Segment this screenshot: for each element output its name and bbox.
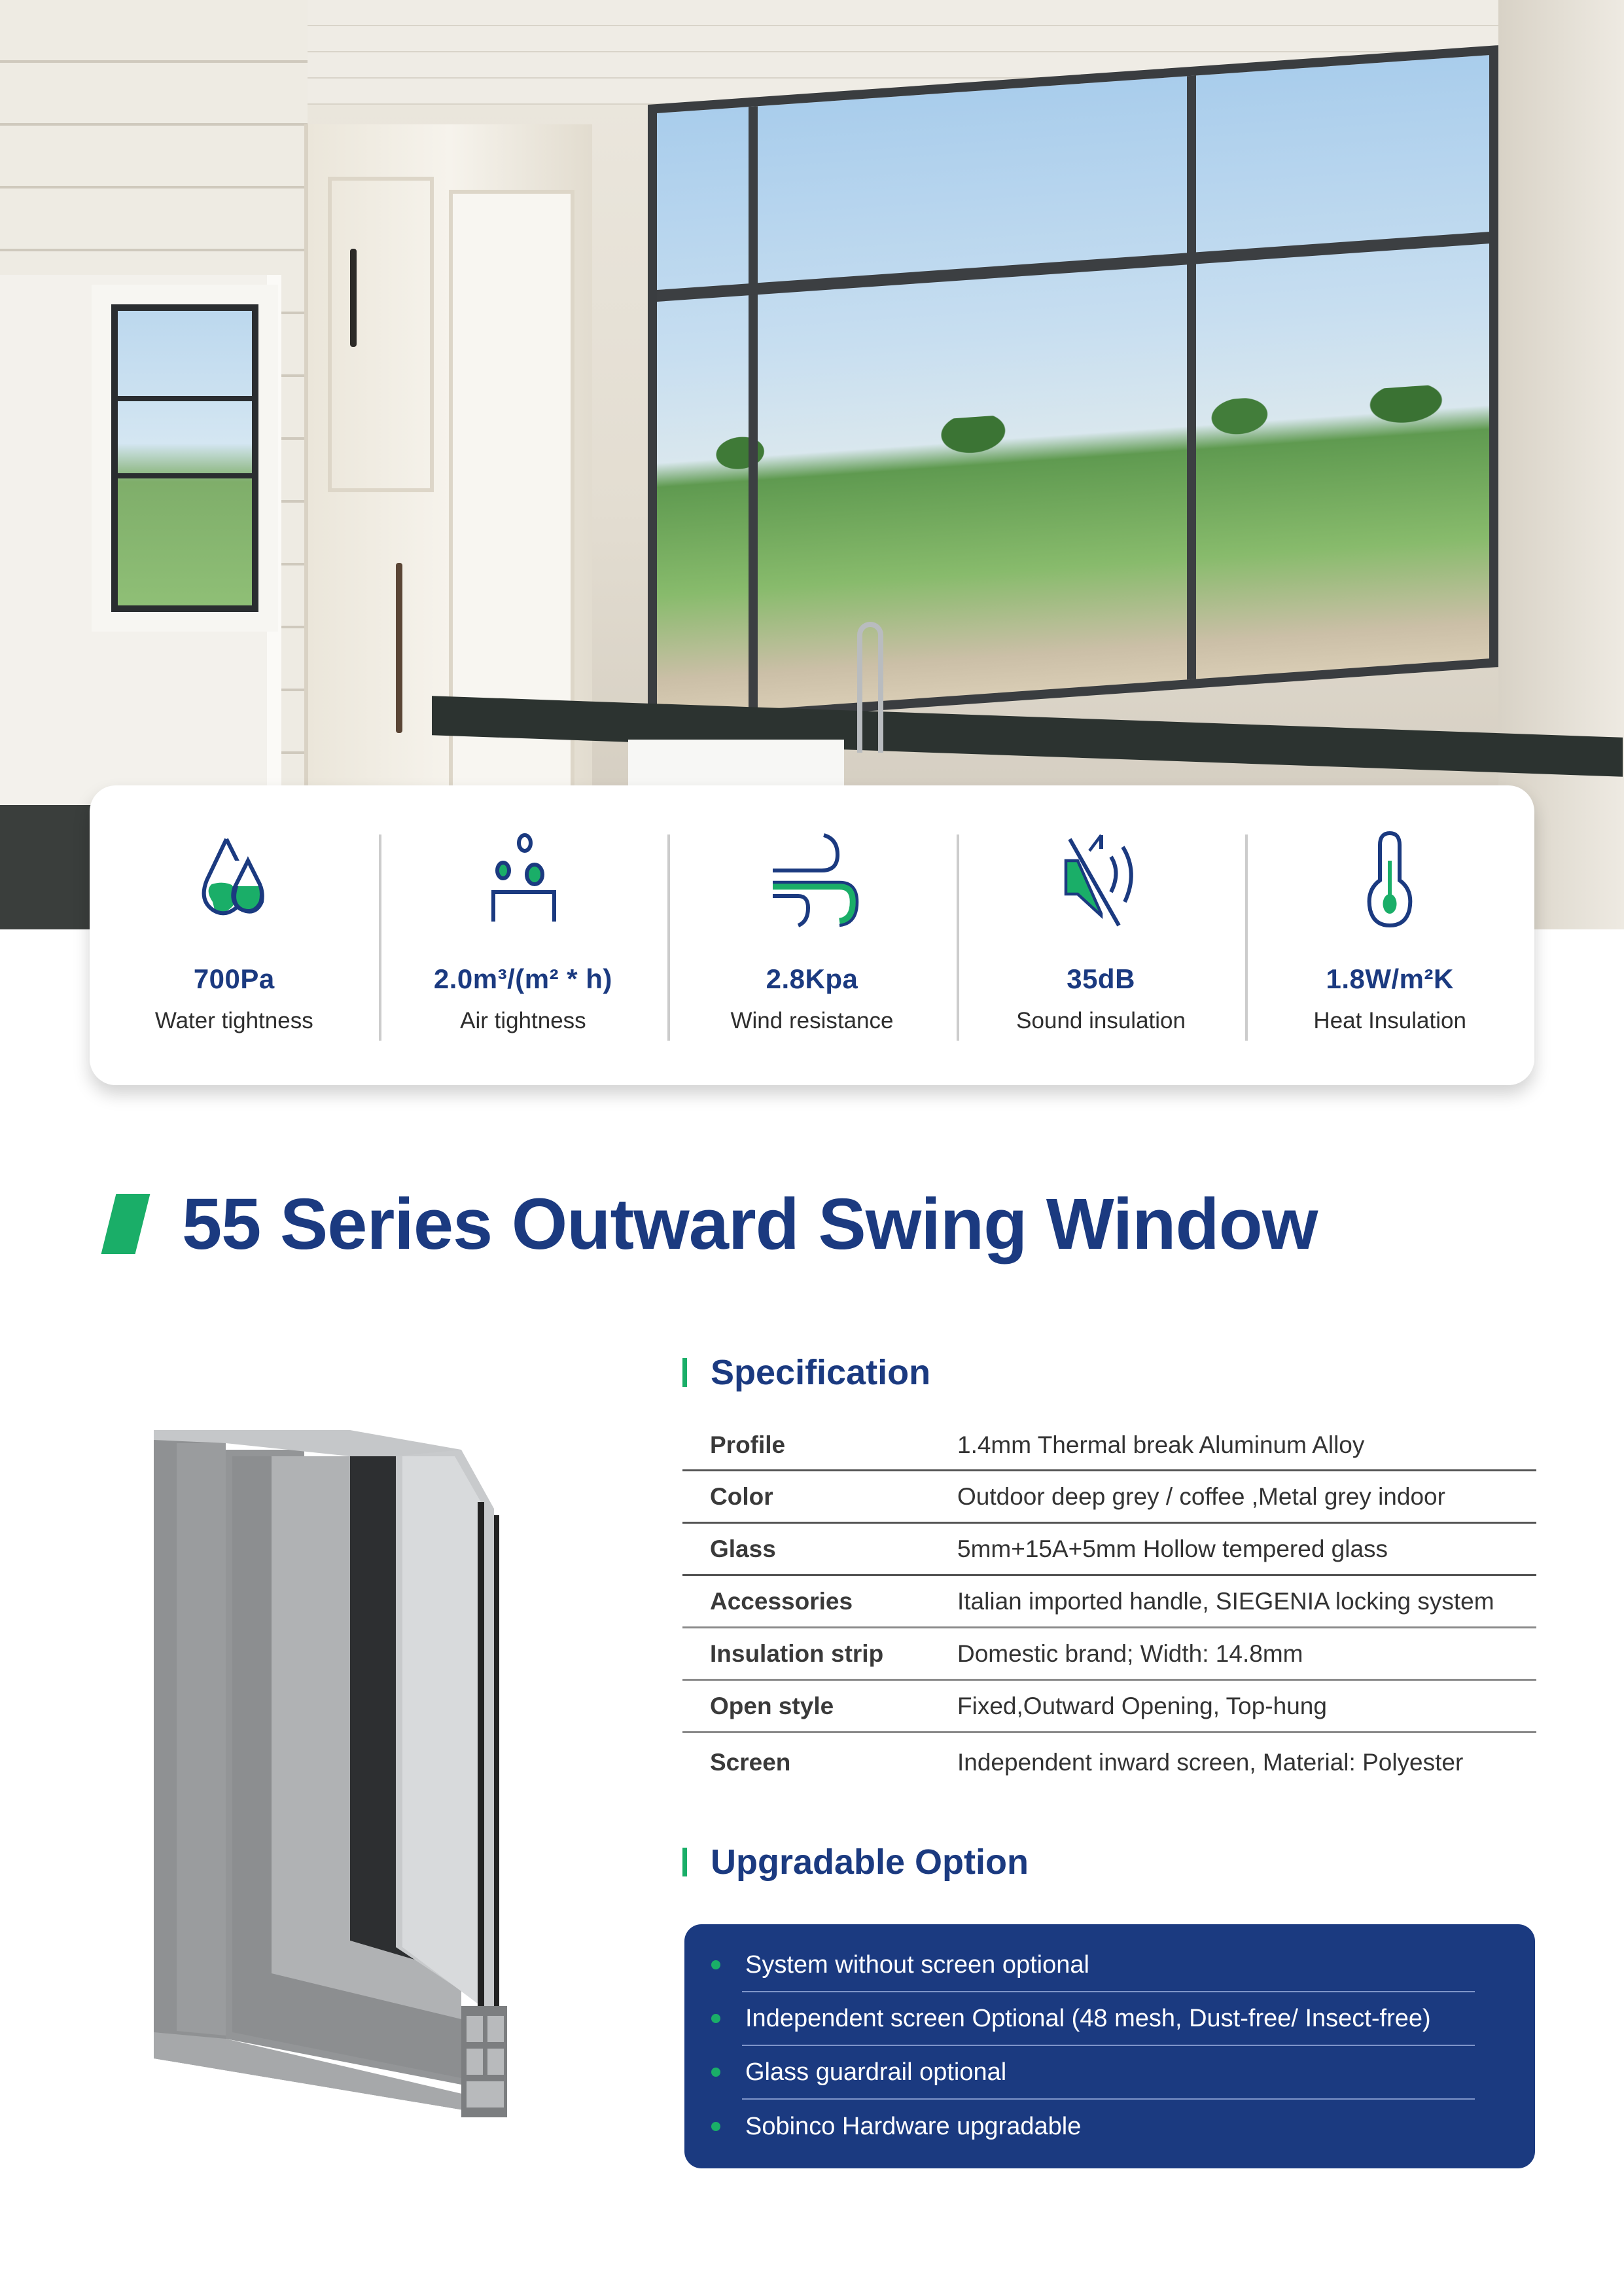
- spec-key: Insulation strip: [710, 1640, 884, 1667]
- metric-sound-insulation: [957, 785, 1246, 1085]
- spec-value: 5mm+15A+5mm Hollow tempered glass: [957, 1535, 1388, 1562]
- air-bubbles-icon: [467, 831, 578, 929]
- spec-value: Domestic brand; Width: 14.8mm: [957, 1640, 1303, 1667]
- metric-label: Air tightness: [460, 1008, 586, 1033]
- metric-wind-resistance: [667, 785, 957, 1085]
- spec-value: Italian imported handle, SIEGENIA locking system: [957, 1587, 1494, 1615]
- bullet-dot-icon: [711, 2122, 720, 2131]
- upgrade-heading: [682, 1842, 1029, 1882]
- sound-muted-icon: [1046, 831, 1157, 929]
- metric-value: 35dB: [1067, 963, 1135, 994]
- product-title-row: [102, 1183, 1318, 1265]
- spec-key: Glass: [710, 1535, 776, 1562]
- metric-label: Water tightness: [154, 1008, 313, 1033]
- spec-key: Color: [710, 1482, 773, 1510]
- specification-heading-text: Specification: [711, 1353, 931, 1392]
- specification-heading: [682, 1352, 930, 1393]
- metric-water-tightness: [90, 785, 379, 1085]
- upgrade-item: [742, 1939, 1475, 1992]
- spec-value: Fixed,Outward Opening, Top-hung: [957, 1692, 1327, 1719]
- window-transom: [657, 232, 1489, 302]
- heading-accent-bar: [682, 1848, 687, 1876]
- metric-heat-insulation: [1245, 785, 1534, 1085]
- spec-row-insulation-strip: [682, 1628, 1536, 1681]
- spec-value: Outdoor deep grey / coffee ,Metal grey indoor: [957, 1482, 1445, 1510]
- spec-row-color: [682, 1471, 1536, 1524]
- cabinet-handle: [350, 249, 357, 347]
- spec-row-profile: [682, 1420, 1536, 1471]
- upgrade-item-text: Sobinco Hardware upgradable: [745, 2112, 1082, 2140]
- metric-value: 2.8Kpa: [766, 963, 858, 994]
- spec-value: 1.4mm Thermal break Aluminum Alloy: [957, 1431, 1365, 1458]
- product-title: 55 Series Outward Swing Window: [182, 1183, 1318, 1265]
- metric-air-tightness: [379, 785, 668, 1085]
- upgrade-heading-text: Upgradable Option: [711, 1842, 1029, 1882]
- upgrade-item: [742, 2100, 1475, 2153]
- metric-label: Heat Insulation: [1313, 1008, 1466, 1033]
- window-mullion: [749, 106, 758, 710]
- faucet: [857, 622, 883, 753]
- spec-row-screen: [682, 1733, 1536, 1792]
- spec-row-glass: [682, 1524, 1536, 1576]
- window-profile-cross-section-image: [154, 1430, 507, 2117]
- fridge-handle: [396, 563, 402, 733]
- metric-value: 1.8W/m²K: [1326, 963, 1454, 994]
- window-mullion: [1187, 75, 1196, 679]
- spec-key: Screen: [710, 1749, 791, 1776]
- upgrade-item-text: System without screen optional: [745, 1950, 1089, 1979]
- wind-icon: [756, 831, 868, 929]
- specification-table: [682, 1420, 1536, 1792]
- title-accent-slash: [101, 1194, 150, 1254]
- metric-label: Sound insulation: [1016, 1008, 1186, 1033]
- upgrade-item: [742, 1992, 1475, 2046]
- upgrade-item-text: Independent screen Optional (48 mesh, Dust-free/ Insect-free): [745, 2004, 1431, 2032]
- performance-metrics-card: [90, 785, 1534, 1085]
- spec-value: Independent inward screen, Material: Polyester: [957, 1749, 1464, 1776]
- main-casement-window: [648, 45, 1498, 726]
- stone-countertop: [432, 696, 1623, 777]
- bullet-dot-icon: [711, 2068, 720, 2077]
- spec-key: Profile: [710, 1431, 786, 1458]
- bullet-dot-icon: [711, 2014, 720, 2023]
- water-drops-icon: [179, 831, 290, 929]
- spec-key: Accessories: [710, 1587, 853, 1615]
- spec-row-accessories: [682, 1576, 1536, 1628]
- thermometer-icon: [1334, 831, 1445, 929]
- metric-value: 2.0m³/(m² * h): [433, 963, 612, 994]
- spec-key: Open style: [710, 1692, 834, 1719]
- side-window: [111, 304, 258, 612]
- upgrade-item: [742, 2046, 1475, 2100]
- bullet-dot-icon: [711, 1960, 720, 1969]
- upgrade-item-text: Glass guardrail optional: [745, 2058, 1007, 2086]
- upgrade-options-box: [684, 1924, 1535, 2168]
- metric-label: Wind resistance: [730, 1008, 894, 1033]
- metric-value: 700Pa: [193, 963, 275, 994]
- heading-accent-bar: [682, 1358, 687, 1387]
- tree-line: [657, 381, 1489, 478]
- spec-row-open-style: [682, 1681, 1536, 1733]
